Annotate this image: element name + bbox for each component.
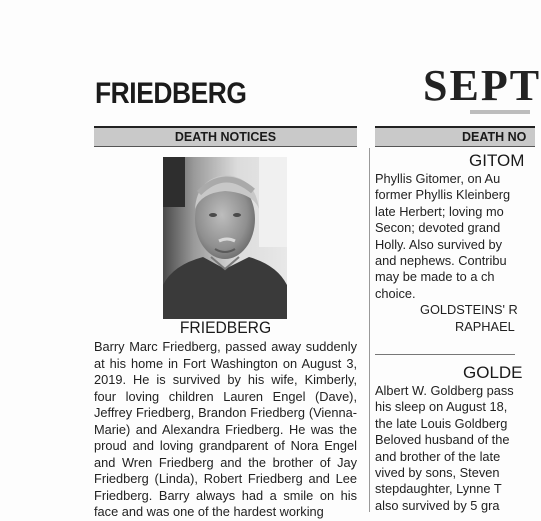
month-heading: SEPT: [423, 61, 541, 110]
notice-line: late Herbert; loving mo: [375, 203, 504, 219]
notice-divider: [375, 354, 515, 355]
section-label-death-notices: DEATH NOTICES: [94, 126, 357, 147]
notice-gitomer: [375, 151, 535, 335]
funeral-home-line-2: RAPHAEL: [455, 318, 515, 334]
notice-line: former Phyllis Kleinberg: [375, 187, 511, 203]
notice-line: may be made to a ch: [375, 269, 495, 285]
notice-line: Phyllis Gitomer, on Au: [375, 171, 501, 186]
obituary-name: FRIEDBERG: [179, 318, 272, 337]
column-divider: [369, 148, 370, 512]
notice-line: vived by sons, Steven: [375, 465, 500, 481]
notice-name: GITOM: [469, 151, 525, 170]
notice-line: Secon; devoted grand: [375, 220, 501, 236]
notice-line: Beloved husband of the: [375, 432, 510, 448]
notice-line: stepdaughter, Lynne T: [375, 481, 502, 497]
notice-name: GOLDE: [463, 363, 523, 382]
obituary-text: Barry Marc Friedberg, passed away suddenly at his home in Fort Washington on August 3, 2019. He is survived by his wife, Kimberly, four loving children Lauren Engel (Dave), Jeffrey Friedberg, Brandon Friedberg (Vienna-Marie) and Alexandra Friedberg. He was the proud and loving grandparent of Nora Engel and Wren Friedberg and the brother of Jay Friedberg (Linda), Robert Friedberg and Lee Friedberg. Barry always had a smile on his face and was one of the hardest working: [94, 339, 357, 519]
notice-line: and brother of the late: [375, 448, 501, 464]
notice-line: his sleep on August 18,: [375, 399, 508, 415]
notice-line: Albert W. Goldberg pass: [375, 383, 514, 398]
notice-line: the late Louis Goldberg: [375, 415, 508, 431]
notice-line: choice.: [375, 285, 416, 301]
running-head: FRIEDBERG: [95, 77, 247, 110]
funeral-home: GOLDSTEINS' R: [420, 302, 518, 318]
notice-line: Holly. Also survived by: [375, 236, 503, 252]
notice-goldberg: [375, 363, 535, 514]
section-label-death-notices-right: DEATH NO: [375, 126, 535, 147]
month-underline: [470, 110, 530, 114]
notice-line: and nephews. Contribu: [375, 253, 507, 269]
notice-line: also survived by 5 gra: [375, 497, 500, 513]
obituary-photo: [163, 157, 287, 319]
